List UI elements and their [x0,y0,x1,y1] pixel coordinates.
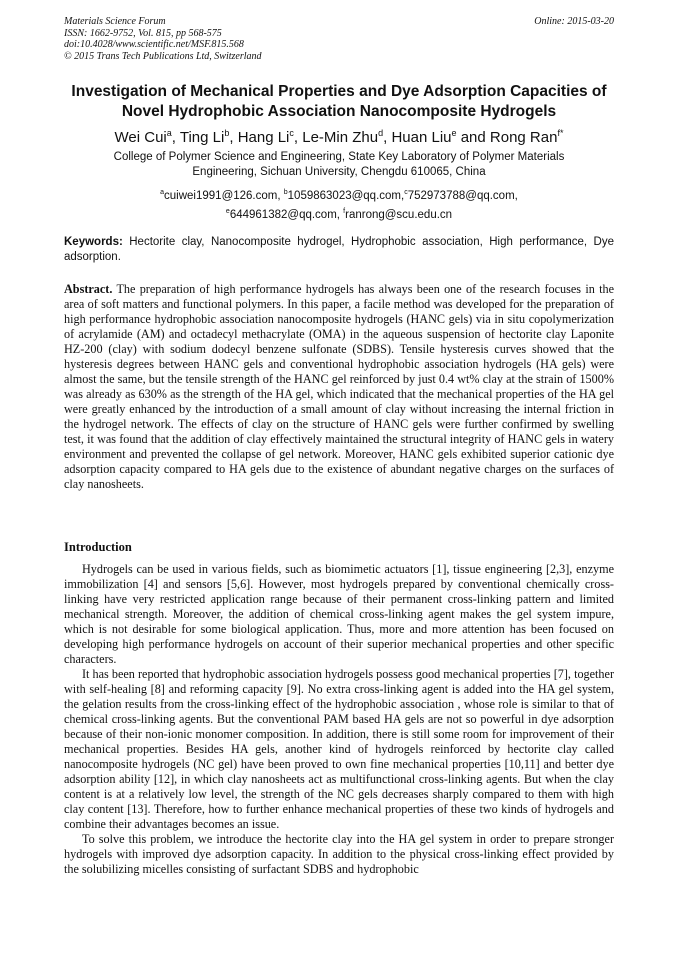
email-list: $^a$cuiwei1991@126.com, $^b$1059863023@qq.com,$^c$752973788@qq.com, $^e$644961382@qq.com, $^f$ranrong@scu.edu.cn [160,189,518,221]
keywords-text: Hectorite clay, Nanocomposite hydrogel, Hydrophobic association, High performance, Dye adsorption. [64,236,614,263]
paragraph: It has been reported that hydrophobic association hydrogels possess good mechanical properties [7], together with self-healing [8] and reforming capacity [9]. No extra cross-linking agent is added into the HA gel system, the gelation results from the cross-linking effect of the hydrophobic association , whose role is similar to that of chemical cross-linking agents. But the conventional PAM based HA gels are not so powerful in dye adsorption because of their non-ionic monomer composition. In addition, there is still some room for improvement of their mechanical properties. Besides HA gels, another kind of hydrogels reinforced by hectorite clay called nanocomposite hydrogels (NC gel) have been proved to own fine mechanical properties [10,11] and better dye adsorption ability [12], in which clay nanosheets act as multifunctional cross-linking agents. But when the clay content is at a relatively low level, the strength of the NC gels decreases sharply compared to them with high clay content [13]. Therefore, how to further enhance mechanical properties of these two kinds of hydrogels and combine their advantages becomes an issue. [64,667,614,831]
journal-name: Materials Science Forum [64,16,166,27]
doi-line: doi:10.4028/www.scientific.net/MSF.815.568 [64,39,244,50]
author: Huan Liu$^e$ and [391,128,490,146]
introduction-body [64,562,614,877]
title-line-2: Novel Hydrophobic Association Nanocomposite Hydrogels [121,103,557,120]
abstract-label: Abstract. [64,282,113,296]
affiliation: College of Polymer Science and Engineering, State Key Laboratory of Polymer Materials Engineering, Sichuan University, Chengdu 610065, China [113,151,565,178]
email-link[interactable]: 752973788@qq.com, [407,189,518,202]
email-link[interactable]: cuiwei1991@126.com, [164,189,284,202]
paper-title [40,82,638,122]
keywords-label: Keywords: [64,236,123,248]
author-list [40,124,638,147]
abstract [64,282,614,492]
journal-header [64,16,262,62]
email-link[interactable]: 644961382@qq.com, [229,208,344,221]
keywords [64,235,614,265]
section-heading-introduction: Introduction [64,540,132,554]
abstract-text: The preparation of high performance hydrogels has always been one of the research focuses in the area of soft matters and functional polymers. In this paper, a facile method was developed for the preparation of high performance hydrophobic association nanocomposite hydrogels (HANC gels) via in situ copolymerization of acrylamide (AM) and octadecyl methacrylate (OMA) in the aqueous suspension of hectorite clay Laponite HZ-200 (clay) with sodium dodecyl benzene sulfonate (SDBS). Tensile hysteresis curves showed that the hysteresis degrees between HANC gels and conventional hydrophobic association hydrogels (HA gels) were almost the same, but the tensile strength of the HANC gel reinforced by just 0.4 wt% clay at the strain of 1500% was already as 630% as the strength of the HA gel, which indicated that the mechanical properties of the HA gel were greatly enhanced by the introduction of a small amount of clay without increasing the internal friction in the hydrogel network. The effects of clay on the structure of HANC gels were further confirmed by swelling test, it was found that the addition of clay effectively maintained the structural integrity of HANC gels in watery environment and prevented the collapse of gel network. Moreover, HANC gels exhibited superior cationic dye adsorption capacity compared to HA gels due to the existence of abundant negative charges on the surfaces of clay nanosheets. [64,282,614,491]
paragraph: Hydrogels can be used in various fields, such as biomimetic actuators [1], tissue engineering [2,3], enzyme immobilization [4] and sensors [5,6]. However, most hydrogels prepared by conventional chemically cross-linking have very restricted application range because of their permanent cross-linking pattern and limited mechanical strength. Moreover, the addition of chemical cross-linking agent makes the gel system impure, which is not desirable for some biological application. Thus, more and more attention has been focused on developing high performance hydrogels on account of their superior mechanical properties and other specific characters. [64,562,614,666]
email-link[interactable]: ranrong@scu.edu.cn [345,208,453,221]
paragraph: To solve this problem, we introduce the hectorite clay into the HA gel system in order to prepare stronger hydrogels with improved dye adsorption capacity. In addition to the physical cross-linking effect provided by the solubilizing micelles consisting of surfactant SDBS and hydrophobic [64,832,614,876]
email-link[interactable]: 1059863023@qq.com, [287,189,405,202]
author: Wei Cui$^a$, [114,128,180,146]
title-line-1: Investigation of Mechanical Properties and Dye Adsorption Capacities of [71,83,607,100]
issn-line: ISSN: 1662-9752, Vol. 815, pp 568-575 [64,27,222,39]
author: Ting Li$^b$, [179,128,238,146]
copyright-line: © 2015 Trans Tech Publications Ltd, Switzerland [64,50,262,62]
author: Hang Li$^c$, [237,128,303,146]
online-date: Online: 2015-03-20 [534,16,614,27]
author: Le-Min Zhu$^d$, [302,128,392,146]
author: Rong Ran$^{f*}$ [489,128,564,146]
